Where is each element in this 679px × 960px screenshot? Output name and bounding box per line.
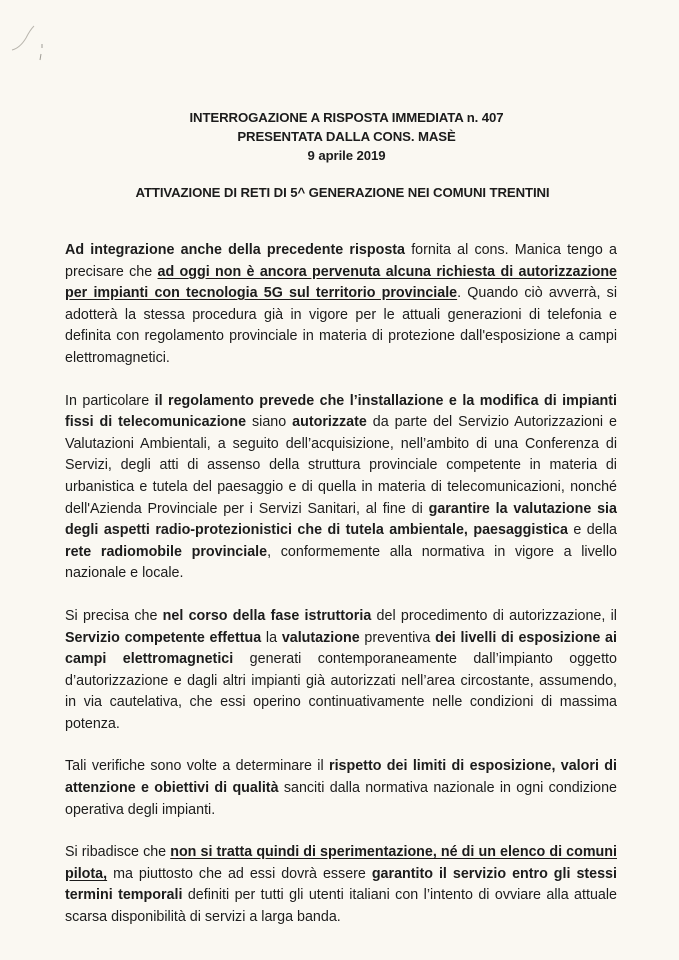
emphasized-text: dei livelli di esposizione ai campi elettromagnetici — [65, 629, 617, 668]
paragraph — [65, 240, 617, 370]
emphasized-text: rete radiomobile provinciale — [65, 543, 268, 560]
body-text-run: , conformemente alla normativa in vigore a livello nazionale e locale. — [65, 543, 617, 582]
body-text-run: la — [261, 629, 282, 646]
header-date: 9 aprile 2019 — [307, 148, 386, 163]
body-text-run: sanciti dalla normativa nazionale in ogni condizione operativa degli impianti. — [65, 780, 618, 818]
body-text-run: definiti per tutti gli utenti italiani con l’intento di ovviare alla attuale scarsa disponibilità di servizi a larga banda. — [65, 887, 617, 926]
body-text-run: preventiva — [359, 629, 436, 646]
document-header — [0, 108, 679, 165]
body-text-run: del procedimento di autorizzazione, il — [371, 607, 617, 624]
emphasized-text: garantire la valutazione sia degli aspetti radio-protezionistici che di tutela ambientale, paesaggistica — [65, 500, 617, 539]
body-text-run: e della — [567, 522, 617, 539]
body-text-run: siano — [246, 414, 293, 431]
paragraph — [65, 842, 617, 928]
emphasized-text: rispetto dei limiti di esposizione, valori di attenzione e obiettivi di qualità — [65, 758, 617, 797]
emphasized-text: Servizio competente effettua — [65, 629, 262, 646]
body-text-run: Tali verifiche sono volte a determinare il — [65, 758, 330, 775]
emphasized-text: Ad integrazione anche della precedente risposta — [65, 242, 406, 258]
body-text-run: . Quando ciò avverrà, si adotterà la stessa procedura già in vigore per le attuali generazioni di telefonia e definita con regolamento provinciale in materia di protezione dall'esposizione a campi elettromagnetici. — [65, 285, 618, 366]
document-title-text: ATTIVAZIONE DI RETI DI 5^ GENERAZIONE NEI COMUNI TRENTINI — [135, 185, 550, 200]
body-text-run: fornita al cons. Manica tengo a precisare che — [65, 242, 618, 280]
emphasized-text: nel corso della fase istruttoria — [162, 607, 372, 624]
emphasized-underlined-text: non si tratta quindi di sperimentazione, né di un elenco di comuni pilota, — [65, 844, 617, 882]
emphasized-text: valutazione — [281, 629, 360, 646]
body-text-run: Si ribadisce che — [65, 844, 171, 861]
emphasized-text: il regolamento prevede che l’installazione e la modifica di impianti fissi di telecomunicazione — [65, 392, 617, 431]
pen-mark-icon — [8, 20, 58, 70]
document-title — [0, 183, 679, 202]
header-interrogation-number: INTERROGAZIONE A RISPOSTA IMMEDIATA n. 407 — [189, 110, 504, 125]
body-text-run: generati contemporaneamente dall’impianto oggetto d’autorizzazione e dagli altri impianti già autorizzati nell’area circostante, assumendo, in via cautelativa, che essi operino continuativamente nelle condizioni di massima potenza. — [65, 651, 617, 732]
emphasized-text: garantito il servizio entro gli stessi termini temporali — [65, 865, 617, 904]
document-body — [65, 240, 617, 929]
emphasized-text: autorizzate — [292, 414, 367, 431]
header-presented-by: PRESENTATA DALLA CONS. MASÈ — [237, 129, 456, 144]
body-text-run: Si precisa che — [65, 607, 163, 624]
emphasized-underlined-text: ad oggi non è ancora pervenuta alcuna richiesta di autorizzazione per impianti con tecnologia 5G sul territorio provinciale — [65, 263, 617, 302]
paragraph — [65, 606, 617, 736]
paragraph — [65, 391, 617, 585]
body-text-run: In particolare — [65, 392, 155, 409]
paragraph — [65, 756, 617, 821]
body-text-run: ma piuttosto che ad essi dovrà essere — [107, 865, 372, 882]
body-text-run: da parte del Servizio Autorizzazioni e Valutazioni Ambientali, a seguito dell’acquisizione, nell’ambito di una Conferenza di Servizi, degli atti di assenso della struttura provinciale competente in materia di urbanistica e tutela del paesaggio e di quella in materia di telecomunicazioni, nonché dell'Azienda Provinciale per i Servizi Sanitari, al fine di — [65, 414, 617, 517]
